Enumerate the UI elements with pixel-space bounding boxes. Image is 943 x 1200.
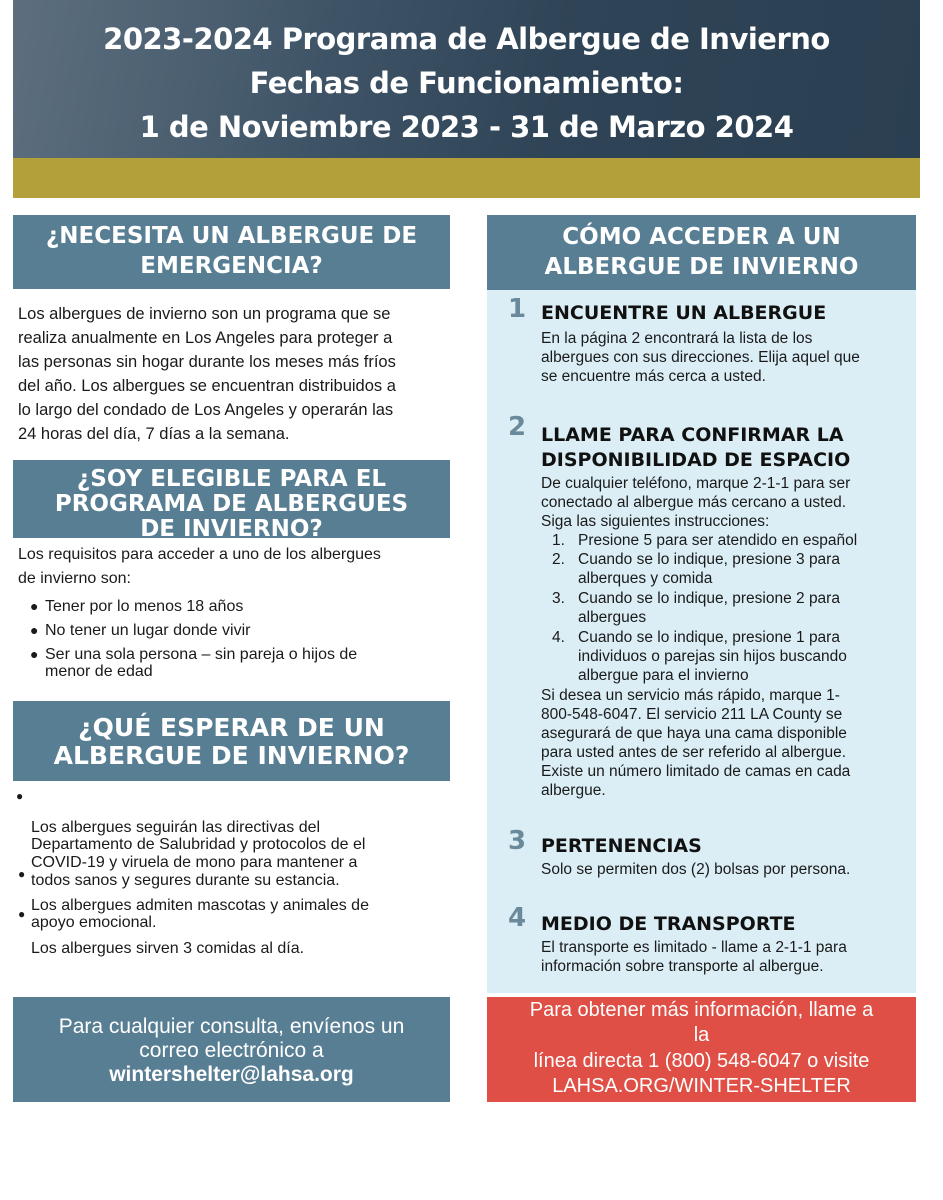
expect-line: COVID-19 y viruela de mono para mantener a [31, 854, 358, 871]
eligible-intro-1: Los requisitos para acceder a uno de los albergues [18, 546, 381, 563]
emergency-banner [13, 215, 450, 289]
header-dates-label: Fechas de Funcionamiento: [249, 66, 684, 100]
step-text: El transporte es limitado - llame a 2-1-1 para [541, 939, 847, 956]
eligible-bullet-continuation: menor de edad [45, 663, 153, 680]
step-text: se encuentre más cerca a usted. [541, 368, 766, 385]
access-title-2: ALBERGUE DE INVIERNO [544, 254, 859, 280]
email-contact-box [13, 997, 450, 1102]
step-text: De cualquier teléfono, marque 2-1-1 para ser [541, 475, 851, 492]
step-title: DISPONIBILIDAD DE ESPACIO [541, 449, 851, 471]
expect-title-2: ALBERGUE DE INVIERNO? [53, 741, 410, 770]
emergency-line: las personas sin hogar durante los meses más fríos [18, 353, 396, 371]
expect-line: Los albergues admiten mascotas y animales de [31, 897, 369, 914]
access-title-1: CÓMO ACCEDER A UN [562, 224, 841, 250]
emergency-line: 24 horas del día, 7 días a la semana. [18, 425, 290, 443]
info-line-2: la [693, 1024, 710, 1046]
email-address-link[interactable]: wintershelter@lahsa.org [109, 1063, 354, 1086]
bullet-icon: ● [30, 598, 39, 614]
emergency-title-1: ¿NECESITA UN ALBERGUE DE [45, 223, 418, 249]
step-text: Solo se permiten dos (2) bolsas por persona. [541, 861, 851, 878]
eligible-intro-2: de invierno son: [18, 570, 131, 587]
instruction-number: 4. [552, 629, 565, 646]
instruction-text: individuos o parejas sin hijos buscando [578, 648, 847, 665]
instruction-number: 3. [552, 590, 565, 607]
website-link[interactable]: LAHSA.ORG/WINTER-SHELTER [552, 1075, 851, 1097]
emergency-line: Los albergues de invierno son un programa que se [18, 305, 391, 323]
step-text: albergues con sus direcciones. Elija aquel que [541, 349, 860, 366]
info-line-3: línea directa 1 (800) 548-6047 o visite [533, 1050, 870, 1072]
step-title: MEDIO DE TRANSPORTE [541, 913, 796, 935]
step-text: albergue. [541, 782, 606, 799]
step-title: ENCUENTRE UN ALBERGUE [541, 302, 827, 324]
header-dates: 1 de Noviembre 2023 - 31 de Marzo 2024 [139, 110, 794, 144]
instruction-text: Presione 5 para ser atendido en español [578, 532, 858, 549]
step-text: asegurará de que haya una cama disponible [541, 725, 847, 742]
instruction-item [552, 550, 892, 590]
emergency-line: lo largo del condado de Los Angeles y operarán las [18, 401, 394, 419]
instruction-text: alberques y comida [578, 570, 713, 587]
instruction-item [552, 531, 892, 551]
step-number: 2 [508, 412, 527, 442]
bullet-icon: ● [18, 867, 26, 881]
bullet-icon: ● [18, 907, 26, 921]
eligible-title-3: DE INVIERNO? [140, 516, 323, 538]
emergency-line: del año. Los albergues se encuentran distribuidos a [18, 377, 396, 395]
instruction-text: Cuando se lo indique, presione 3 para [578, 551, 840, 568]
expect-line: todos sanos y segures durante su estancia. [31, 872, 340, 889]
eligible-title-2: PROGRAMA DE ALBERGUES [54, 491, 409, 517]
step-text: conectado al albergue más cercano a usted. [541, 494, 847, 511]
step-number: 1 [508, 294, 527, 324]
instruction-text: albergue para el invierno [578, 667, 749, 684]
instruction-item [552, 589, 892, 629]
bullet-text: No tener un lugar donde vivir [45, 622, 251, 639]
email-line-1: Para cualquier consulta, envíenos un [58, 1015, 405, 1038]
step-number: 3 [508, 826, 527, 856]
emergency-line: realiza anualmente en Los Angeles para proteger a [18, 329, 393, 347]
expect-title-1: ¿QUÉ ESPERAR DE UN [78, 713, 385, 742]
eligible-title-1: ¿SOY ELEGIBLE PARA EL [76, 466, 387, 492]
instruction-number: 2. [552, 551, 565, 568]
step-text: Si desea un servicio más rápido, marque 1- [541, 687, 840, 704]
header-banner [13, 0, 920, 158]
step-text: información sobre transporte al albergue. [541, 958, 824, 975]
bullet-icon: ● [30, 646, 39, 662]
expect-line: Los albergues seguirán las directivas del [31, 819, 321, 836]
access-banner [487, 215, 916, 290]
expect-banner [13, 701, 450, 781]
info-line-1: Para obtener más información, llame a [529, 999, 874, 1021]
header-title: 2023-2024 Programa de Albergue de Invierno [103, 22, 830, 56]
instruction-text: albergues [578, 609, 647, 626]
step-text: Existe un número limitado de camas en cada [541, 763, 851, 780]
instruction-number: 1. [552, 532, 565, 549]
eligible-banner [13, 460, 450, 538]
bullet-icon: ● [30, 622, 39, 638]
step-text: para usted antes de ser referido al albergue. [541, 744, 847, 761]
instruction-text: Cuando se lo indique, presione 1 para [578, 629, 840, 646]
step-text: Siga las siguientes instrucciones: [541, 513, 770, 530]
expect-line: apoyo emocional. [31, 914, 157, 931]
gold-divider-bar [13, 158, 920, 198]
bullet-icon: ● [16, 789, 24, 803]
email-line-2: correo electrónico a [139, 1039, 324, 1062]
step-number: 4 [508, 903, 527, 933]
expect-line: Departamento de Salubridad y protocolos de el [31, 836, 366, 853]
instruction-text: Cuando se lo indique, presione 2 para [578, 590, 840, 607]
bullet-text: Ser una sola persona – sin pareja o hijos de [45, 646, 358, 663]
step-text: 800-548-6047. El servicio 211 LA County se [541, 706, 843, 723]
emergency-title-2: EMERGENCIA? [140, 253, 323, 279]
step-title: PERTENENCIAS [541, 835, 702, 857]
expect-line: Los albergues sirven 3 comidas al día. [31, 940, 305, 957]
bullet-text: Tener por lo menos 18 años [45, 598, 244, 615]
hotline-info-box [487, 997, 916, 1102]
step-text: En la página 2 encontrará la lista de los [541, 330, 813, 347]
instruction-item [552, 628, 892, 688]
step-title: LLAME PARA CONFIRMAR LA [541, 424, 844, 446]
